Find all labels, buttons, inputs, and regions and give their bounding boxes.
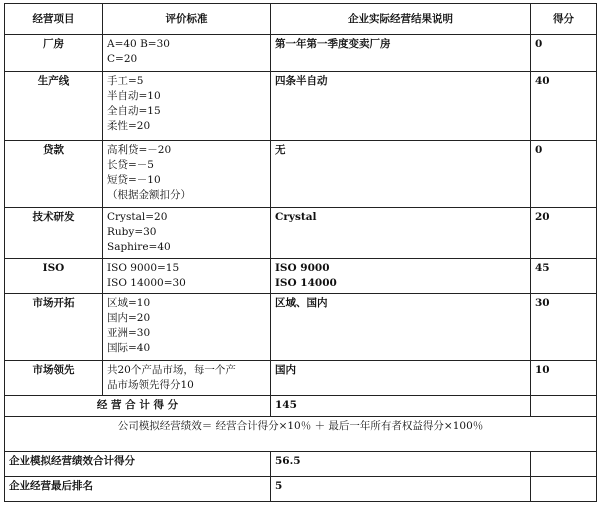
row-factory bbox=[5, 35, 597, 72]
row-iso bbox=[5, 259, 597, 294]
row-rd bbox=[5, 208, 597, 259]
row-market-leadership bbox=[5, 361, 597, 396]
row-performance bbox=[5, 452, 597, 477]
criteria-line: 区域=10 bbox=[107, 297, 151, 309]
result-factory: 第一年第一季度变卖厂房 bbox=[271, 35, 531, 72]
result-market-development: 区域、国内 bbox=[271, 294, 531, 361]
criteria-line: ISO 14000=30 bbox=[107, 277, 186, 289]
performance-empty-cell bbox=[531, 452, 597, 477]
header-item: 经营项目 bbox=[5, 4, 103, 35]
score-market-development: 30 bbox=[531, 294, 597, 361]
score-rd: 20 bbox=[531, 208, 597, 259]
criteria-line: 半自动=10 bbox=[107, 90, 161, 102]
score-production-line: 40 bbox=[531, 72, 597, 141]
criteria-factory bbox=[103, 35, 271, 72]
score-loan: 0 bbox=[531, 141, 597, 208]
criteria-line: 品市场领先得分10 bbox=[107, 379, 194, 391]
ranking-value: 5 bbox=[271, 477, 531, 502]
score-iso: 45 bbox=[531, 259, 597, 294]
criteria-line: C=20 bbox=[107, 53, 138, 65]
criteria-line: 国际=40 bbox=[107, 342, 151, 354]
total-value: 145 bbox=[271, 396, 531, 417]
item-production-line: 生产线 bbox=[5, 72, 103, 141]
criteria-line: Ruby=30 bbox=[107, 226, 157, 238]
result-line: ISO 9000 bbox=[275, 262, 330, 274]
criteria-rd bbox=[103, 208, 271, 259]
total-empty-cell bbox=[531, 396, 597, 417]
score-factory: 0 bbox=[531, 35, 597, 72]
item-factory: 厂房 bbox=[5, 35, 103, 72]
criteria-market-leadership bbox=[103, 361, 271, 396]
row-market-development bbox=[5, 294, 597, 361]
performance-label: 企业模拟经营绩效合计得分 bbox=[5, 452, 271, 477]
criteria-line: A=40 B=30 bbox=[107, 38, 170, 50]
row-formula bbox=[5, 417, 597, 452]
result-production-line: 四条半自动 bbox=[271, 72, 531, 141]
result-line: ISO 14000 bbox=[275, 277, 337, 289]
result-rd: Crystal bbox=[271, 208, 531, 259]
result-market-leadership: 国内 bbox=[271, 361, 531, 396]
criteria-market-development bbox=[103, 294, 271, 361]
criteria-line: 共20个产品市场，每一个产 bbox=[107, 364, 236, 376]
evaluation-table bbox=[4, 3, 597, 502]
criteria-line: 亚洲=30 bbox=[107, 327, 151, 339]
criteria-iso bbox=[103, 259, 271, 294]
item-market-development: 市场开拓 bbox=[5, 294, 103, 361]
criteria-loan bbox=[103, 141, 271, 208]
item-iso: ISO bbox=[5, 259, 103, 294]
total-label: 经 营 合 计 得 分 bbox=[5, 396, 271, 417]
criteria-line: 柔性=20 bbox=[107, 120, 151, 132]
header-score: 得分 bbox=[531, 4, 597, 35]
criteria-line: Crystal=20 bbox=[107, 211, 168, 223]
criteria-line: 全自动=15 bbox=[107, 105, 161, 117]
header-row bbox=[5, 4, 597, 35]
ranking-label: 企业经营最后排名 bbox=[5, 477, 271, 502]
row-loan bbox=[5, 141, 597, 208]
row-production-line bbox=[5, 72, 597, 141]
item-rd: 技术研发 bbox=[5, 208, 103, 259]
performance-value: 56.5 bbox=[271, 452, 531, 477]
criteria-line: ISO 9000=15 bbox=[107, 262, 180, 274]
criteria-line: Saphire=40 bbox=[107, 241, 171, 253]
header-criteria: 评价标准 bbox=[103, 4, 271, 35]
result-loan: 无 bbox=[271, 141, 531, 208]
header-result: 企业实际经营结果说明 bbox=[271, 4, 531, 35]
row-total bbox=[5, 396, 597, 417]
result-iso bbox=[271, 259, 531, 294]
item-loan: 贷款 bbox=[5, 141, 103, 208]
criteria-line: 国内=20 bbox=[107, 312, 151, 324]
item-market-leadership: 市场领先 bbox=[5, 361, 103, 396]
criteria-production-line bbox=[103, 72, 271, 141]
criteria-line: （根据金额扣分） bbox=[107, 189, 191, 201]
score-market-leadership: 10 bbox=[531, 361, 597, 396]
criteria-line: 长贷=－5 bbox=[107, 159, 154, 171]
criteria-line: 手工=5 bbox=[107, 75, 144, 87]
criteria-line: 高利贷=－20 bbox=[107, 144, 172, 156]
row-ranking bbox=[5, 477, 597, 502]
criteria-line: 短贷=－10 bbox=[107, 174, 161, 186]
ranking-empty-cell bbox=[531, 477, 597, 502]
formula-text: 公司模拟经营绩效＝ 经营合计得分×10％ ＋ 最后一年所有者权益得分×100％ bbox=[5, 417, 597, 452]
